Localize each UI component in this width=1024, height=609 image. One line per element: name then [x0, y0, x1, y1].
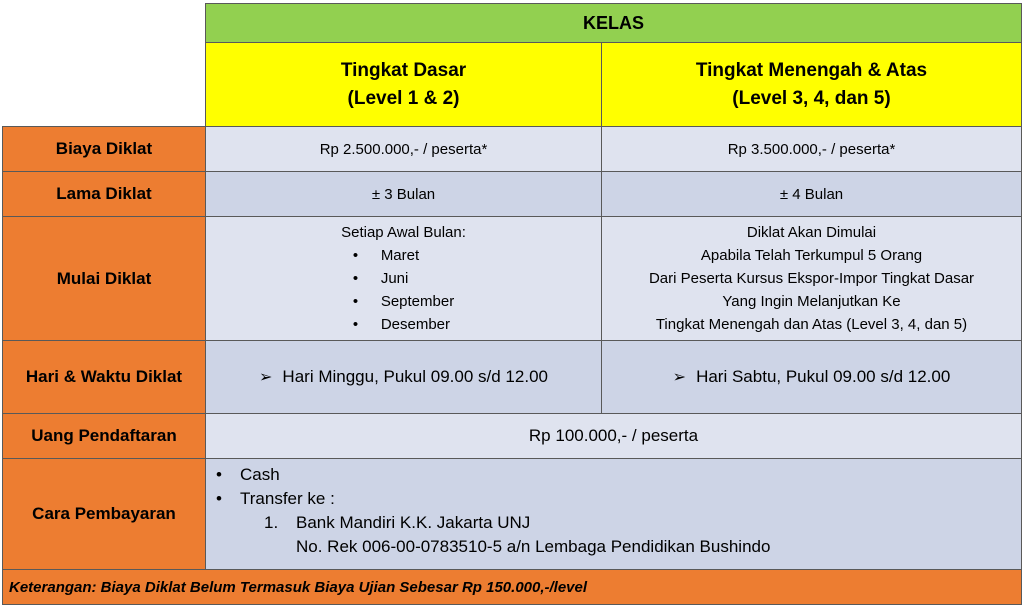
mulai-dasar-title: Setiap Awal Bulan: — [341, 224, 466, 241]
mulai-menengah-cell — [601, 216, 1022, 341]
hari-dasar-value: Hari Minggu, Pukul 09.00 s/d 12.00 — [282, 367, 548, 386]
lama-dasar-cell — [205, 171, 602, 217]
biaya-dasar-value: Rp 2.500.000,- / peserta* — [319, 140, 488, 158]
hari-menengah-value: Hari Sabtu, Pukul 09.00 s/d 12.00 — [696, 367, 951, 386]
row-label-biaya — [2, 126, 206, 172]
bank-account: No. Rek 006-00-0783510-5 a/n Lembaga Pendidikan Bushindo — [296, 537, 771, 556]
column-header-menengah-title: Tingkat Menengah & Atas — [695, 59, 928, 81]
footer-note: Keterangan: Biaya Diklat Belum Termasuk Biaya Ujian Sebesar Rp 150.000,-/level — [9, 578, 588, 596]
month-item: • September — [353, 290, 454, 313]
row-label-hari — [2, 340, 206, 414]
row-label-uang-text: Uang Pendaftaran — [31, 426, 177, 445]
kelas-header — [205, 3, 1022, 43]
footer-note-cell — [2, 569, 1022, 605]
column-header-menengah — [601, 42, 1022, 127]
row-label-biaya-text: Biaya Diklat — [55, 139, 153, 158]
row-label-lama — [2, 171, 206, 217]
biaya-dasar-cell — [205, 126, 602, 172]
column-header-dasar-level: (Level 1 & 2) — [347, 87, 460, 109]
lama-menengah-value: ± 4 Bulan — [779, 185, 844, 203]
arrow-bullet-icon: ➢ — [259, 369, 273, 386]
row-label-mulai-text: Mulai Diklat — [56, 268, 152, 288]
mulai-menengah-line: Tingkat Menengah dan Atas (Level 3, 4, dan 5) — [655, 316, 968, 333]
lama-dasar-value: ± 3 Bulan — [371, 185, 436, 203]
row-label-lama-text: Lama Diklat — [56, 184, 152, 203]
row-label-cara-text: Cara Pembayaran — [32, 504, 176, 523]
uang-value-cell — [205, 413, 1022, 459]
payment-methods — [214, 463, 770, 559]
payment-cash-text: Cash — [240, 465, 280, 484]
hari-menengah-cell — [601, 340, 1022, 414]
mulai-menengah-line: Apabila Telah Terkumpul 5 Orang — [700, 247, 923, 264]
row-label-uang — [2, 413, 206, 459]
arrow-bullet-icon: ➢ — [672, 369, 687, 386]
payment-transfer — [214, 487, 770, 511]
bank-name: Bank Mandiri K.K. Jakarta UNJ — [296, 513, 531, 532]
mulai-menengah-line: Diklat Akan Dimulai — [746, 224, 877, 241]
biaya-menengah-value: Rp 3.500.000,- / peserta* — [727, 140, 896, 158]
mulai-dasar-cell — [205, 216, 602, 341]
row-label-hari-text: Hari & Waktu Diklat — [25, 367, 183, 386]
column-header-dasar-title: Tingkat Dasar — [340, 59, 467, 81]
payment-transfer-text: Transfer ke : — [240, 489, 335, 508]
uang-value: Rp 100.000,- / peserta — [528, 426, 699, 445]
lama-menengah-cell — [601, 171, 1022, 217]
biaya-menengah-cell — [601, 126, 1022, 172]
hari-dasar-cell — [205, 340, 602, 414]
column-header-menengah-level: (Level 3, 4, dan 5) — [732, 87, 891, 109]
payment-cash — [214, 463, 770, 487]
month-item: • Maret — [353, 244, 454, 267]
month-item: • Desember — [353, 313, 454, 336]
cara-value-cell — [205, 458, 1022, 570]
bank-item — [214, 511, 770, 535]
mulai-menengah-line: Dari Peserta Kursus Ekspor-Impor Tingkat Dasar — [648, 270, 975, 287]
month-item: • Juni — [353, 267, 454, 290]
bank-item-number: 1. — [264, 513, 279, 532]
bullet-icon: • — [216, 465, 222, 484]
bullet-icon: • — [216, 489, 222, 508]
column-header-dasar — [205, 42, 602, 127]
mulai-menengah-line: Yang Ingin Melanjutkan Ke — [722, 293, 901, 310]
kelas-title: KELAS — [582, 12, 644, 33]
row-label-cara — [2, 458, 206, 570]
row-label-mulai — [2, 216, 206, 341]
mulai-dasar-months — [353, 244, 454, 336]
